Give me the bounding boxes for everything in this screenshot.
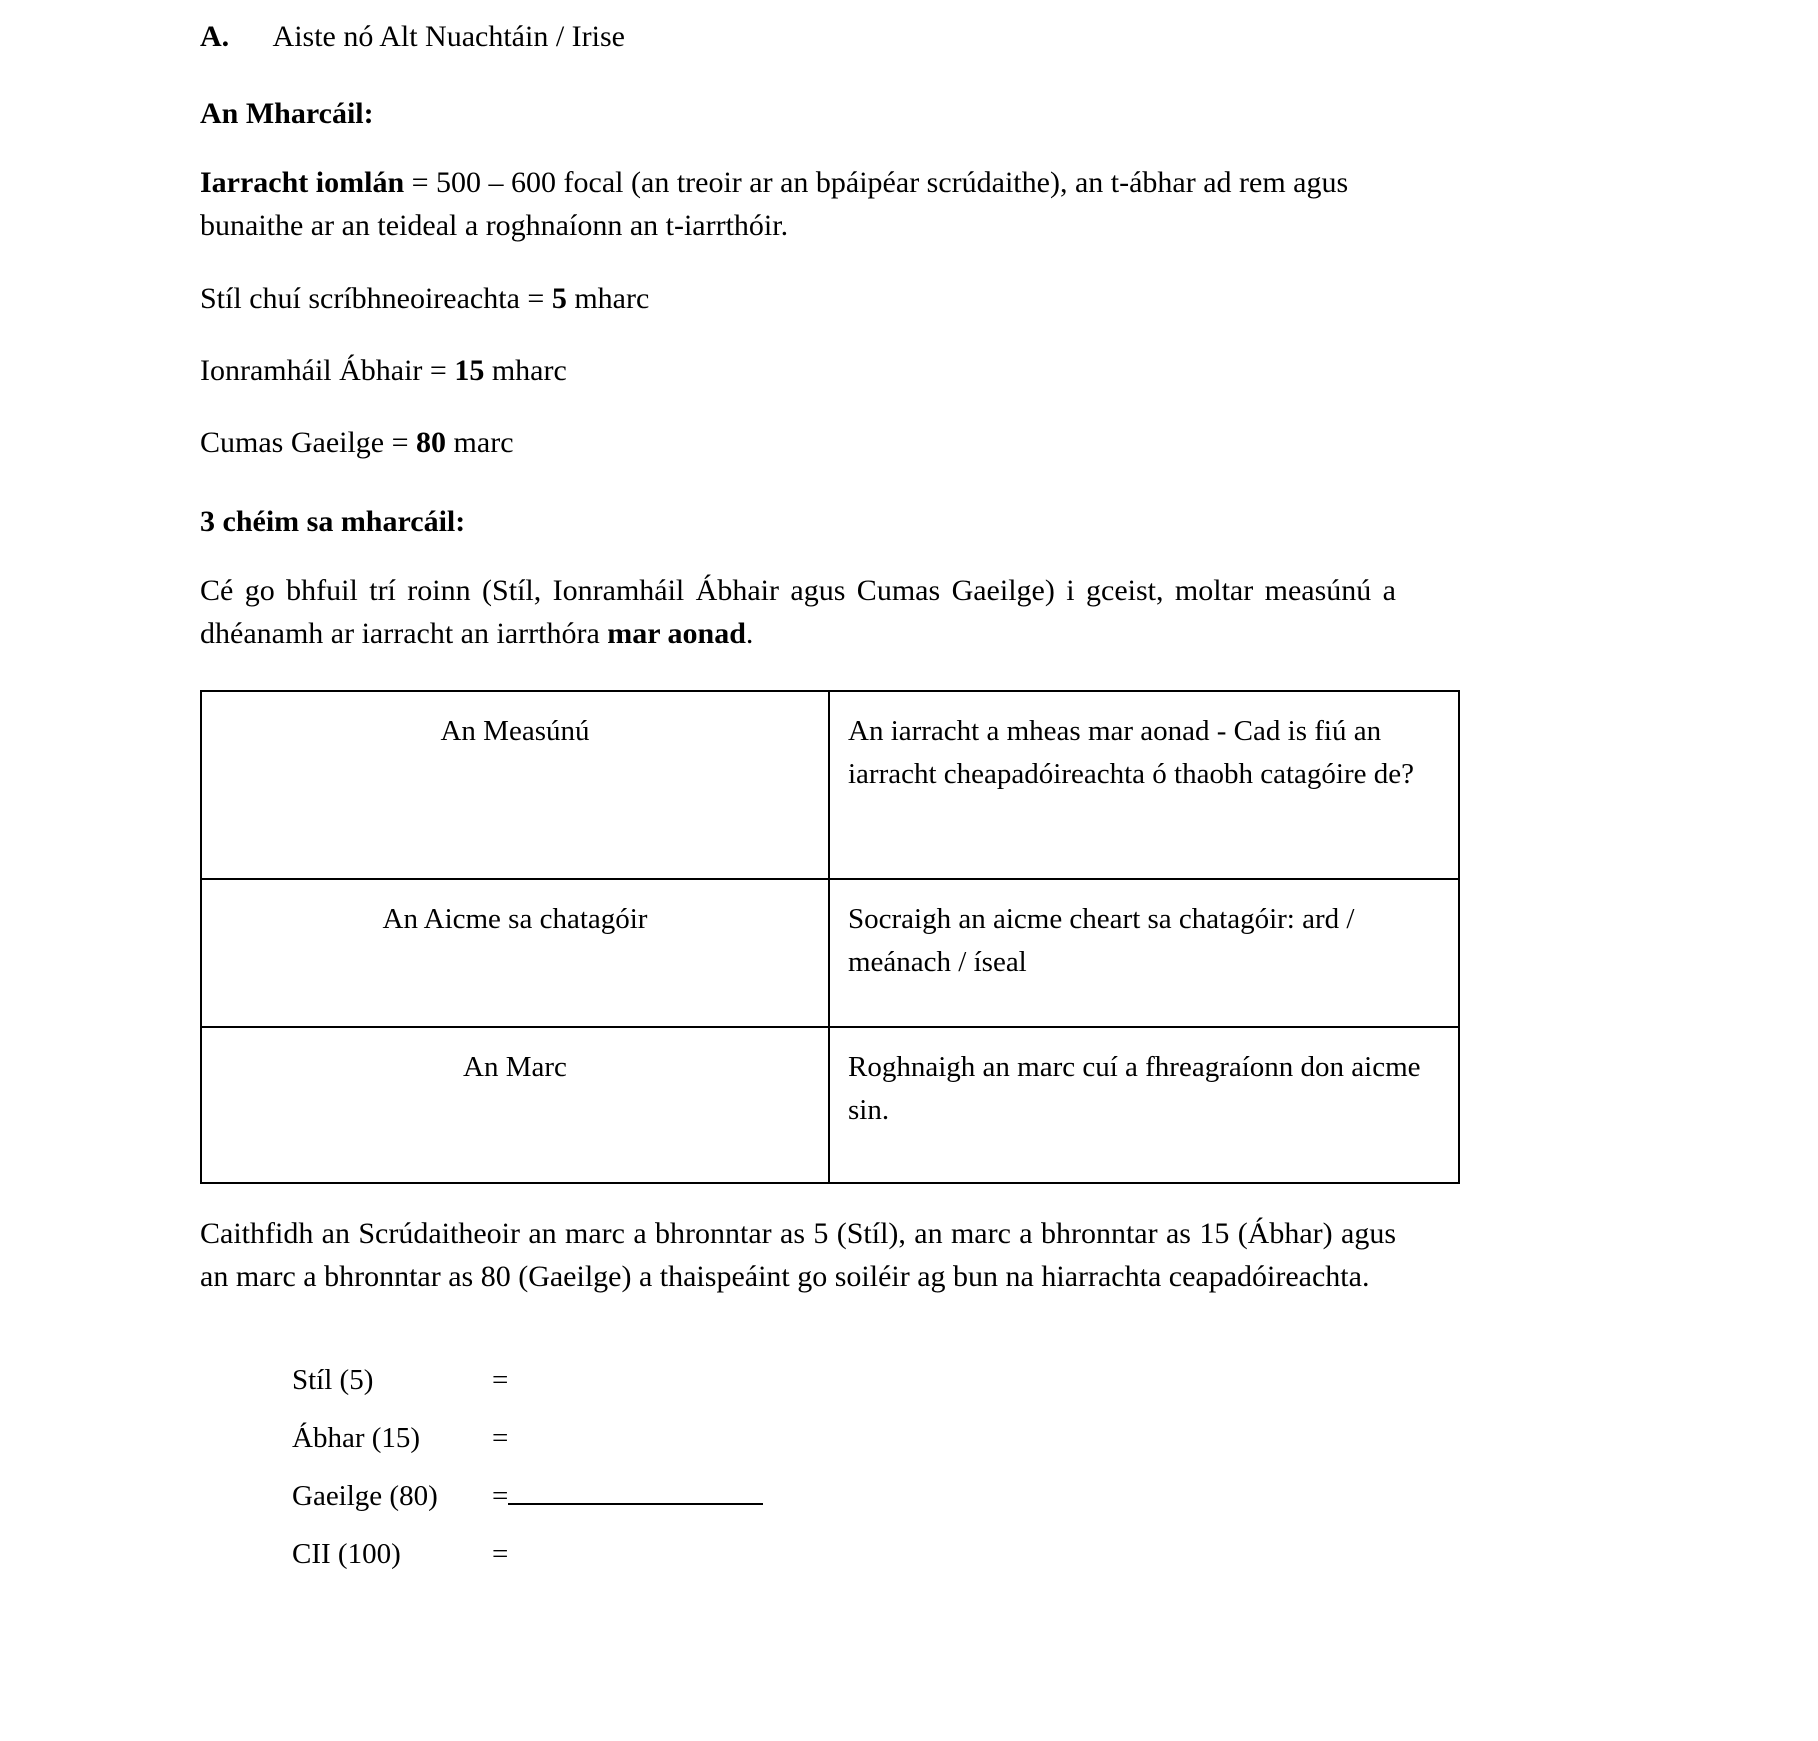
mark-line-style-prefix: Stíl chuí scríbhneoireachta = bbox=[200, 281, 552, 315]
steps-intro-after: . bbox=[745, 617, 754, 650]
mark-line-style bbox=[200, 248, 1396, 320]
mark-line-content-prefix: Ionramháil Ábhair = bbox=[200, 353, 455, 387]
tally-list bbox=[200, 1299, 1396, 1569]
table-row bbox=[201, 1027, 1459, 1183]
mark-line-content-value: 15 bbox=[454, 353, 485, 387]
steps-intro-before: Cé go bhfuil trí roinn (Stíl, Ionramháil Ábhair agus Cumas Gaeilge) i gceist, moltar measúnú a dhéanamh ar iarracht an iarrthóra bbox=[200, 573, 1396, 650]
table-cell-description: An iarracht a mheas mar aonad - Cad is fiú an iarracht cheapadóireachta ó thaobh catagóire de? bbox=[829, 691, 1459, 879]
tally-row-content bbox=[292, 1395, 1396, 1453]
table-cell-description: Roghnaigh an marc cuí a fhreagraíonn don aicme sin. bbox=[829, 1027, 1459, 1183]
total-effort-lead: Iarracht iomlán bbox=[200, 165, 405, 199]
tally-answer-rule bbox=[508, 1502, 763, 1505]
tally-label-content: Ábhar (15) bbox=[292, 1421, 421, 1454]
tally-equals-total: = bbox=[492, 1537, 509, 1570]
mark-line-language-value: 80 bbox=[416, 425, 447, 459]
tally-row-style bbox=[292, 1337, 1396, 1395]
mark-line-style-suffix: mharc bbox=[566, 281, 650, 315]
tally-equals-style: = bbox=[492, 1363, 509, 1396]
table-cell-step: An Aicme sa chatagóir bbox=[201, 879, 829, 1027]
table-cell-step: An Marc bbox=[201, 1027, 829, 1183]
tally-label-total: CII (100) bbox=[292, 1537, 401, 1570]
table-row bbox=[201, 879, 1459, 1027]
mark-line-language bbox=[200, 392, 1396, 464]
document-content bbox=[200, 0, 1421, 1570]
table-cell-step: An Measúnú bbox=[201, 691, 829, 879]
mark-line-language-suffix: marc bbox=[446, 425, 514, 459]
mark-line-language-prefix: Cumas Gaeilge = bbox=[200, 425, 417, 459]
criteria-table bbox=[200, 690, 1460, 1184]
tally-equals-language: = bbox=[492, 1479, 509, 1512]
steps-intro-emphasis: mar aonad bbox=[607, 617, 746, 650]
table-row bbox=[201, 691, 1459, 879]
mark-line-content-suffix: mharc bbox=[484, 353, 567, 387]
tally-label-style: Stíl (5) bbox=[292, 1363, 374, 1396]
section-letter: A. bbox=[200, 20, 230, 53]
marking-heading: An Mharcáil: bbox=[200, 96, 374, 130]
mark-line-content bbox=[200, 320, 1396, 392]
tally-label-language: Gaeilge (80) bbox=[292, 1479, 438, 1512]
tally-row-total bbox=[292, 1511, 1396, 1569]
section-title: Aiste nó Alt Nuachtáin / Irise bbox=[272, 20, 625, 53]
table-cell-description: Socraigh an aicme cheart sa chatagóir: ard / meánach / íseal bbox=[829, 879, 1459, 1027]
tally-row-language bbox=[292, 1453, 1396, 1511]
tally-equals-content: = bbox=[492, 1421, 509, 1454]
mark-line-style-value: 5 bbox=[551, 281, 567, 315]
total-effort-paragraph bbox=[200, 133, 1396, 248]
closing-paragraph: Caithfidh an Scrúdaitheoir an marc a bhronntar as 5 (Stíl), an marc a bhronntar as 15 (Ábhar) agus an marc a bhronntar as 80 (Gaeilge) a thaispeáint go soiléir ag bun na hiarrachta ceapadóireachta. bbox=[200, 1216, 1396, 1293]
steps-intro-paragraph bbox=[200, 541, 1396, 656]
steps-heading: 3 chéim sa mharcáil: bbox=[200, 504, 466, 538]
total-effort-rest: = 500 – 600 focal (an treoir ar an bpáipéar scrúdaithe), an t-ábhar ad rem agus bunaithe ar an teideal a roghnaíonn an t-iarrthóir. bbox=[200, 165, 1349, 242]
section-heading bbox=[200, 0, 1396, 56]
